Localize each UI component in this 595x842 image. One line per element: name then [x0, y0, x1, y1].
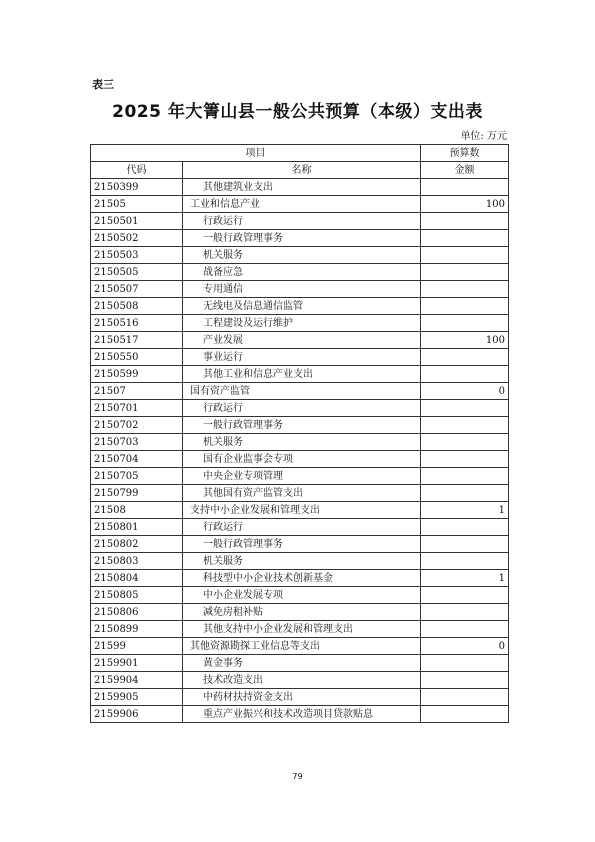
header-name: 名称: [183, 162, 421, 179]
row-name: 机关服务: [183, 434, 421, 451]
table-row: [91, 264, 509, 281]
row-amount: 1: [421, 502, 509, 519]
row-name: 其他建筑业支出: [183, 179, 421, 196]
row-amount: [421, 604, 509, 621]
row-amount: [421, 689, 509, 706]
table-row: [91, 553, 509, 570]
row-name: 国有企业监事会专项: [183, 451, 421, 468]
table-row: [91, 502, 509, 519]
table-row: [91, 638, 509, 655]
row-name: 支持中小企业发展和管理支出: [183, 502, 421, 519]
row-name: 重点产业振兴和技术改造项目贷款贴息: [183, 706, 421, 723]
row-name: 科技型中小企业技术创新基金: [183, 570, 421, 587]
row-name: 一般行政管理事务: [183, 536, 421, 553]
row-amount: [421, 264, 509, 281]
table-row: [91, 230, 509, 247]
row-code: 2150503: [91, 247, 183, 264]
table-row: [91, 281, 509, 298]
header-code: 代码: [91, 162, 183, 179]
table-row: [91, 349, 509, 366]
row-amount: [421, 298, 509, 315]
row-amount: [421, 417, 509, 434]
header-row-2: [91, 162, 509, 179]
row-amount: 1: [421, 570, 509, 587]
table-row: [91, 485, 509, 502]
row-code: 2150399: [91, 179, 183, 196]
row-code: 21505: [91, 196, 183, 213]
row-name: 工程建设及运行维护: [183, 315, 421, 332]
table-row: [91, 247, 509, 264]
row-code: 2150806: [91, 604, 183, 621]
row-code: 2159905: [91, 689, 183, 706]
unit-label: 单位: 万元: [460, 131, 507, 142]
table-row: [91, 315, 509, 332]
row-amount: [421, 672, 509, 689]
row-name: 一般行政管理事务: [183, 230, 421, 247]
row-code: 2150501: [91, 213, 183, 230]
row-amount: [421, 315, 509, 332]
table-label: 表三: [92, 78, 114, 91]
table-row: [91, 604, 509, 621]
row-code: 2150702: [91, 417, 183, 434]
row-name: 中小企业发展专项: [183, 587, 421, 604]
row-name: 其他资源勘探工业信息等支出: [183, 638, 421, 655]
table-row: [91, 366, 509, 383]
table-row: [91, 332, 509, 349]
row-code: 2150507: [91, 281, 183, 298]
row-amount: [421, 281, 509, 298]
page-number: 79: [292, 772, 303, 781]
table-row: [91, 434, 509, 451]
row-amount: [421, 400, 509, 417]
table-row: [91, 400, 509, 417]
row-code: 2159906: [91, 706, 183, 723]
row-amount: [421, 213, 509, 230]
table-row: [91, 689, 509, 706]
table-row: [91, 587, 509, 604]
row-name: 一般行政管理事务: [183, 417, 421, 434]
page-title: 2025 年大箐山县一般公共预算（本级）支出表: [112, 102, 483, 122]
row-code: 2150550: [91, 349, 183, 366]
row-code: 2150803: [91, 553, 183, 570]
row-code: 2150599: [91, 366, 183, 383]
row-code: 2159901: [91, 655, 183, 672]
row-amount: [421, 553, 509, 570]
row-amount: 100: [421, 332, 509, 349]
table-row: [91, 383, 509, 400]
row-name: 中央企业专项管理: [183, 468, 421, 485]
row-name: 减免房租补贴: [183, 604, 421, 621]
row-code: 2159904: [91, 672, 183, 689]
row-code: 21599: [91, 638, 183, 655]
table-row: [91, 196, 509, 213]
table-row: [91, 417, 509, 434]
table-row: [91, 468, 509, 485]
row-name: 行政运行: [183, 519, 421, 536]
row-amount: 100: [421, 196, 509, 213]
row-amount: [421, 366, 509, 383]
budget-table: [90, 144, 509, 723]
table-row: [91, 570, 509, 587]
row-code: 2150701: [91, 400, 183, 417]
row-amount: [421, 655, 509, 672]
header-amount: 金额: [421, 162, 509, 179]
row-amount: [421, 349, 509, 366]
row-code: 2150799: [91, 485, 183, 502]
row-name: 工业和信息产业: [183, 196, 421, 213]
row-code: 2150801: [91, 519, 183, 536]
table-row: [91, 621, 509, 638]
row-amount: [421, 587, 509, 604]
row-name: 技术改造支出: [183, 672, 421, 689]
row-name: 产业发展: [183, 332, 421, 349]
row-name: 事业运行: [183, 349, 421, 366]
row-amount: [421, 706, 509, 723]
row-amount: 0: [421, 638, 509, 655]
row-name: 无线电及信息通信监管: [183, 298, 421, 315]
row-code: 2150802: [91, 536, 183, 553]
header-row-1: [91, 145, 509, 162]
row-amount: [421, 230, 509, 247]
row-amount: [421, 451, 509, 468]
table-row: [91, 179, 509, 196]
table-row: [91, 519, 509, 536]
row-code: 2150508: [91, 298, 183, 315]
row-code: 2150804: [91, 570, 183, 587]
row-amount: 0: [421, 383, 509, 400]
row-amount: [421, 468, 509, 485]
row-name: 其他支持中小企业发展和管理支出: [183, 621, 421, 638]
row-code: 2150704: [91, 451, 183, 468]
table-row: [91, 706, 509, 723]
row-name: 国有资产监管: [183, 383, 421, 400]
row-code: 2150899: [91, 621, 183, 638]
row-name: 专用通信: [183, 281, 421, 298]
row-amount: [421, 247, 509, 264]
row-code: 2150516: [91, 315, 183, 332]
row-amount: [421, 485, 509, 502]
table-row: [91, 536, 509, 553]
row-code: 2150705: [91, 468, 183, 485]
row-code: 2150505: [91, 264, 183, 281]
table-body: [91, 179, 509, 723]
row-name: 行政运行: [183, 400, 421, 417]
row-code: 21508: [91, 502, 183, 519]
row-name: 其他工业和信息产业支出: [183, 366, 421, 383]
table-row: [91, 655, 509, 672]
row-code: 2150805: [91, 587, 183, 604]
row-name: 黄金事务: [183, 655, 421, 672]
row-code: 2150703: [91, 434, 183, 451]
row-name: 中药材扶持资金支出: [183, 689, 421, 706]
table-row: [91, 298, 509, 315]
row-amount: [421, 621, 509, 638]
row-name: 其他国有资产监管支出: [183, 485, 421, 502]
row-amount: [421, 536, 509, 553]
row-amount: [421, 519, 509, 536]
row-amount: [421, 434, 509, 451]
row-name: 机关服务: [183, 247, 421, 264]
header-budget: 预算数: [421, 145, 509, 162]
table-row: [91, 451, 509, 468]
row-name: 行政运行: [183, 213, 421, 230]
row-name: 机关服务: [183, 553, 421, 570]
row-code: 2150502: [91, 230, 183, 247]
row-code: 21507: [91, 383, 183, 400]
row-code: 2150517: [91, 332, 183, 349]
table-row: [91, 672, 509, 689]
header-project: 项目: [91, 145, 421, 162]
row-name: 战备应急: [183, 264, 421, 281]
table-row: [91, 213, 509, 230]
row-amount: [421, 179, 509, 196]
